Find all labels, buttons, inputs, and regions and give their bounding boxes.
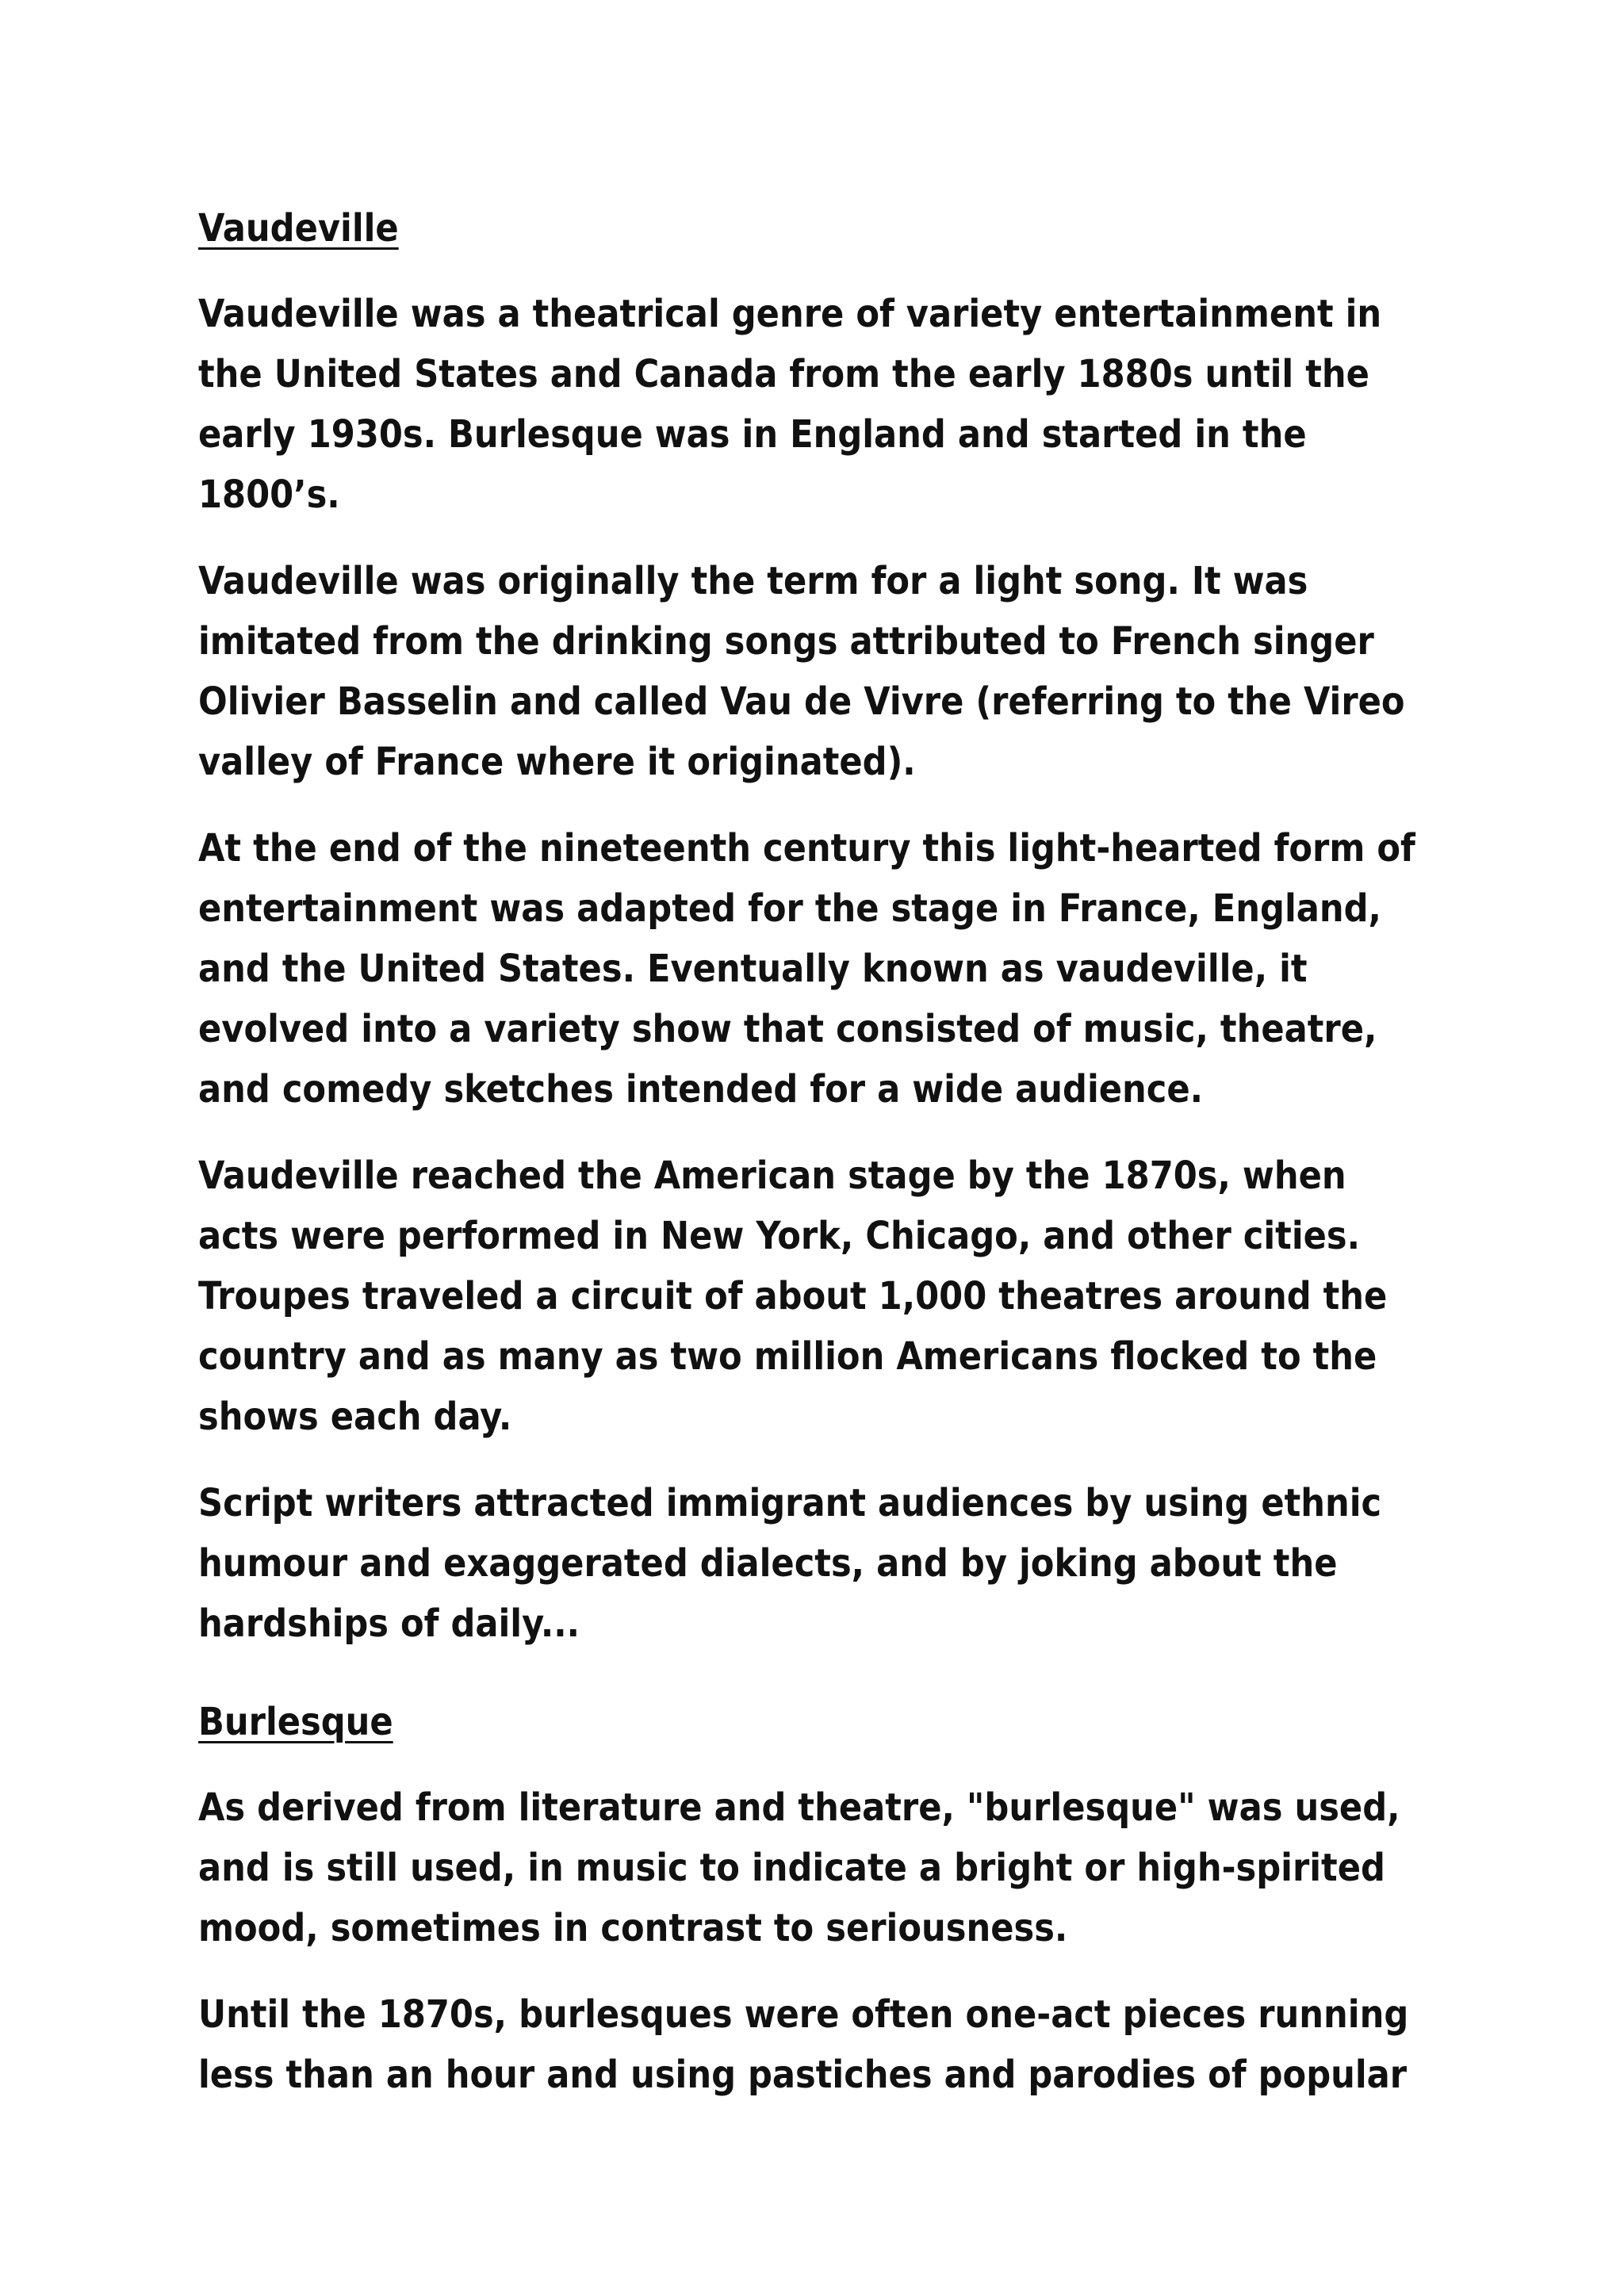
paragraph: As derived from literature and theatre, "burlesque" was used, and is still used, in music to indicate a bright or high-spirited mood, sometimes in contrast to seriousness.	[198, 1785, 1400, 1950]
paragraph: Vaudeville was a theatrical genre of variety entertainment in the United States and Canada from the early 1880s until the early 1930s. Burlesque was in England and started in the 1800’s.	[198, 292, 1382, 517]
paragraph: Vaudeville was originally the term for a light song. It was imitated from the drinking songs attributed to French singer Olivier Basselin and called Vau de Vivre (referring to the Vireo valley of France where it originated).	[198, 559, 1405, 784]
section-heading-vaudeville: Vaudeville	[198, 206, 399, 251]
section-heading-burlesque: Burlesque	[198, 1700, 393, 1744]
paragraph: Vaudeville reached the American stage by the 1870s, when acts were performed in New York, Chicago, and other cities. Troupes traveled a circuit of about 1,000 theatres around the country and as many as two million Americans flocked to the shows each day.	[198, 1154, 1388, 1439]
paragraph: At the end of the nineteenth century this light-hearted form of entertainment was adapted for the stage in France, England, and the United States. Eventually known as vaudeville, it evolved into a variety show that consisted of music, theatre, and comedy sketches intended for a wide audience.	[198, 826, 1415, 1112]
paragraph: Script writers attracted immigrant audiences by using ethnic humour and exaggerated dialects, and by joking about the hardships of daily...	[198, 1481, 1382, 1646]
paragraph: Until the 1870s, burlesques were often one-act pieces running less than an hour and using pastiches and parodies of popular	[198, 1992, 1409, 2097]
document-page	[198, 198, 1435, 2131]
